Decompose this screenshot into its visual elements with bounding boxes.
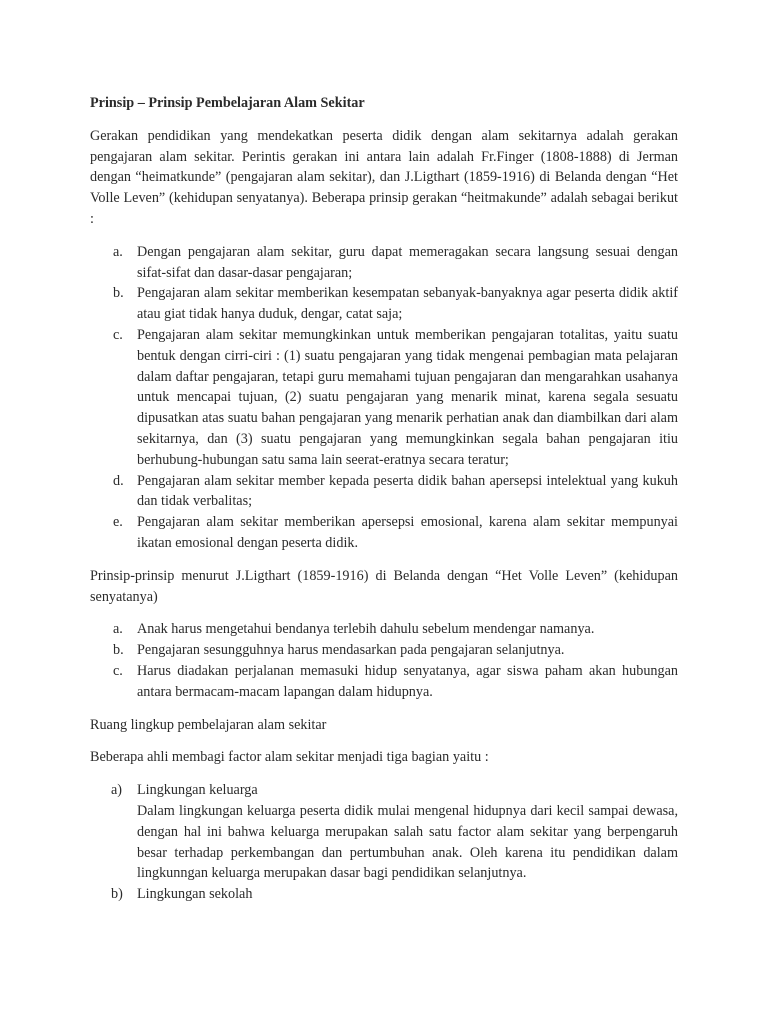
list-marker: a) [111, 782, 123, 799]
list-item [90, 619, 678, 640]
factors-intro-paragraph: Beberapa ahli membagi factor alam sekitar menjadi tiga bagian yaitu : [90, 749, 489, 766]
document-content [90, 93, 678, 917]
page-title: Prinsip – Prinsip Pembelajaran Alam Sekitar [90, 95, 365, 111]
environment-factors-list [90, 780, 678, 905]
intro-paragraph: Gerakan pendidikan yang mendekatkan peserta didik dengan alam sekitarnya adalah gerakan pengajaran alam sekitar. Perintis gerakan ini antara lain adalah Fr.Finger (1808-1888) di Jerman dengan “heimatkunde” (pengajaran alam sekitar), dan J.Ligthart (1859-1916) di Belanda dengan “Het Volle Leven” (kehidupan senyatanya). Beberapa prinsip gerakan “heitmakunde” adalah sebagai berikut : [90, 127, 678, 227]
list-item [90, 242, 678, 284]
list-item-text: Pengajaran sesungguhnya harus mendasarkan pada pengajaran selanjutnya. [137, 642, 565, 659]
list-item-text: Dalam lingkungan keluarga peserta didik mulai mengenal hidupnya dari kecil sampai dewasa, dengan hal ini bahwa keluarga merupakan salah satu factor alam sekitar yang berpengaruh besar terhadap perkembangan dan pertumbuhan anak. Oleh karena itu pendidikan dalam lingkunngan keluarga merupakan dasar bagi pendidikan selanjutnya. [137, 802, 678, 882]
list-item-heading: Lingkungan sekolah [137, 886, 253, 903]
list-marker: b. [113, 285, 124, 302]
list-item-text: Pengajaran alam sekitar memberikan kesempatan sebanyak-banyaknya agar peserta didik aktif atau giat tidak hanya duduk, dengar, catat saja; [137, 285, 678, 323]
list-marker: d. [113, 472, 124, 489]
list-item [90, 471, 678, 513]
ligthart-principles-list [90, 619, 678, 702]
list-item-text: Pengajaran alam sekitar member kepada peserta didik bahan apersepsi intelektual yang kukuh dan tidak verbalitas; [137, 472, 678, 510]
list-item [90, 283, 678, 325]
list-item-text: Pengajaran alam sekitar memberikan apersepsi emosional, karena alam sekitar mempunyai ikatan emosional dengan peserta didik. [137, 514, 678, 551]
list-item-text: Anak harus mengetahui bendanya terlebih dahulu sebelum mendengar namanya. [137, 621, 595, 638]
list-item [90, 884, 678, 905]
list-marker: e. [113, 514, 123, 531]
heimatkunde-principles-list [90, 242, 678, 554]
list-item [90, 661, 678, 703]
list-item [90, 325, 678, 471]
list-item-heading: Lingkungan keluarga [137, 782, 258, 799]
list-item [90, 512, 678, 554]
list-item-text: Dengan pengajaran alam sekitar, guru dapat memeragakan secara langsung sesuai dengan sifat-sifat dan dasar-dasar pengajaran; [137, 243, 678, 281]
list-marker: c. [113, 326, 123, 343]
list-item-text: Pengajaran alam sekitar memungkinkan untuk memberikan pengajaran totalitas, yaitu suatu bentuk dengan cirri-ciri : (1) suatu pengajaran yang tidak mengenai pembagian mata pelajaran dalam daftar pengajaran, tetapi guru memahami tujuan pengajaran dan mengarahkan usahanya untuk mencapai tujuan, (2) suatu pengajaran yang menarik minat, karena segala sesuatu dipusatkan atas suatu bahan pengajaran yang menarik perhatian anak dan diambilkan dari alam sekitarnya, dan (3) suatu pengajaran yang memungkinkan segala bahan pengajaran itiu berhubung-hubungan satu sama lain seerat-eratnya secara teratur; [137, 326, 678, 468]
ligthart-paragraph: Prinsip-prinsip menurut J.Ligthart (1859-1916) di Belanda dengan “Het Volle Leven” (kehidupan senyatanya) [90, 567, 678, 605]
list-item [90, 780, 678, 884]
list-marker: a. [113, 621, 123, 638]
list-marker: b. [113, 642, 124, 659]
list-item [90, 640, 678, 661]
list-marker: b) [111, 886, 123, 903]
list-item-text: Harus diadakan perjalanan memasuki hidup senyatanya, agar siswa paham akan hubungan antara bermacam-macam lapangan dalam hidupnya. [137, 662, 678, 700]
list-marker: c. [113, 662, 123, 679]
scope-heading: Ruang lingkup pembelajaran alam sekitar [90, 716, 327, 733]
list-marker: a. [113, 243, 123, 260]
